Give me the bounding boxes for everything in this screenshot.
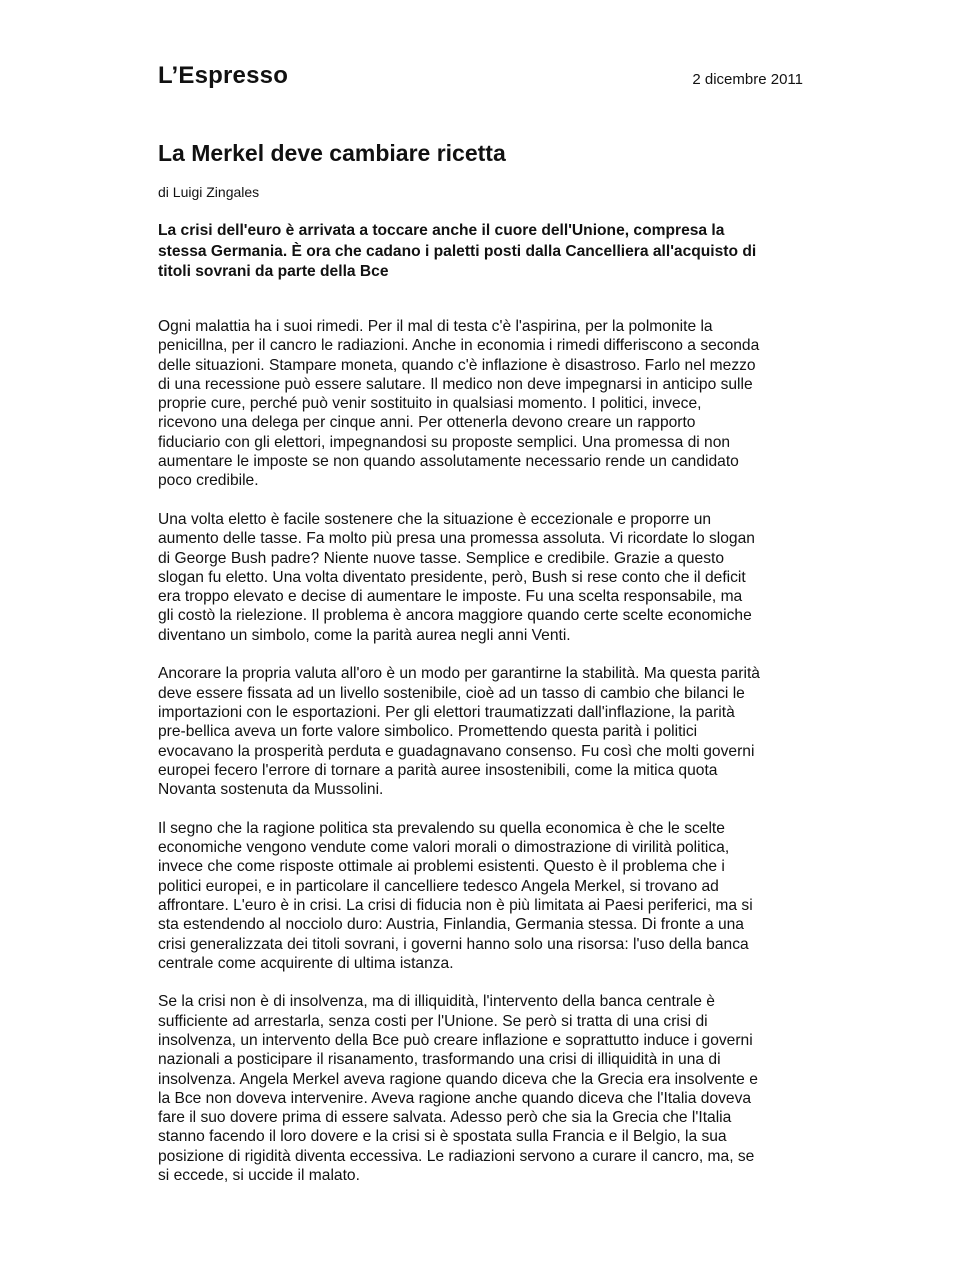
article-standfirst: La crisi dell'euro è arrivata a toccare anche il cuore dell'Unione, compresa la stessa Germania. È ora che cadano i paletti posti dalla Cancelliera all'acquisto di titoli sovrani da parte della Bce <box>158 222 757 280</box>
publication-date: 2 dicembre 2011 <box>692 71 803 88</box>
article-paragraph-5: Se la crisi non è di insolvenza, ma di illiquidità, l'intervento della banca centrale è sufficiente ad arrestarla, senza costi per l'Unione. Se però si tratta di una crisi di insolvenza, un intervento della Bce può creare inflazione e soprattutto induce i governi nazionali a posticipare il risanamento, trasformando una crisi di illiquidità in una di insolvenza. Angela Merkel aveva ragione quando diceva che la Grecia era insolvente e la Bce non doveva intervenire. Aveva ragione anche quando diceva che l'Italia doveva fare il suo dovere prima di essere salvata. Adesso però che sia la Grecia che l'Italia stanno facendo il loro dovere e la crisi si è spostata sulla Francia e il Belgio, la sua posizione di rigidità diventa eccessiva. Le radiazioni servono a curare il cancro, ma, se si eccede, si uccide il malato. <box>158 993 758 1185</box>
article-paragraph-1: Ogni malattia ha i suoi rimedi. Per il mal di testa c'è l'aspirina, per la polmonite la penicillna, per il cancro le radiazioni. Anche in economia i rimedi differiscono a seconda delle situazioni. Stampare moneta, quando c'è inflazione è disastroso. Farlo nel mezzo di una recessione può essere salutare. Il medico non deve impegnarsi in anticipo sulle proprie cure, perché può venir sostituito in qualsiasi momento. I politici, invece, ricevono una delega per cinque anni. Per ottenerla devono creare un rapporto fiduciario con gli elettori, impegnandosi su proposte semplici. Una promessa di non aumentare le imposte se non quando assolutamente necessario rende un candidato poco credibile. <box>158 318 760 490</box>
article-body <box>158 317 806 1205</box>
publication-name: L’Espresso <box>158 62 289 89</box>
article-byline: di Luigi Zingales <box>158 184 260 200</box>
article-paragraph-3: Ancorare la propria valuta all'oro è un modo per garantirne la stabilità. Ma questa parità deve essere fissata ad un livello sostenibile, cioè ad un tasso di cambio che bilanci le importazioni con le esportazioni. Per gli elettori traumatizzati dall'inflazione, la parità pre-bellica aveva un forte valore simbolico. Promettendo questa parità i politici evocavano la prosperità perduta e guadagnavano consenso. Fu così che molti governi europei fecero l'errore di tornare a parità auree insostenibili, come la mitica quota Novanta sostenuta da Mussolini. <box>158 665 760 799</box>
masthead <box>158 62 803 96</box>
article-paragraph-2: Una volta eletto è facile sostenere che la situazione è eccezionale e proporre un aumento delle tasse. Fa molto più presa una promessa assoluta. Vi ricordate lo slogan di George Bush padre? Niente nuove tasse. Semplice e credibile. Grazie a questo slogan fu eletto. Una volta diventato presidente, però, Bush si rese conto che il deficit era troppo elevato e decise di aumentare le imposte. Fu una scelta responsabile, ma gli costò la rielezione. Il problema è ancora maggiore quando certe scelte economiche diventano un simbolo, come la parità aurea negli anni Venti. <box>158 510 755 644</box>
article-paragraph-4: Il segno che la ragione politica sta prevalendo su quella economica è che le scelte economiche vengono vendute come valori morali o dimostrazione di virilità politica, invece che come risposte ottimale ai problemi esistenti. Questo è il problema che i politici europei, e in particolare il cancelliere tedesco Angela Merkel, si trovano ad affrontare. L'euro è in crisi. La crisi di fiducia non è più limitata ai Paesi periferici, ma si sta estendendo al nocciolo duro: Austria, Finlandia, Germania stessa. Di fronte a una crisi generalizzata dei titoli sovrani, i governi hanno solo una risorsa: l'uso della banca centrale come acquirente di ultima istanza. <box>158 819 753 972</box>
article-title: La Merkel deve cambiare ricetta <box>158 140 506 166</box>
